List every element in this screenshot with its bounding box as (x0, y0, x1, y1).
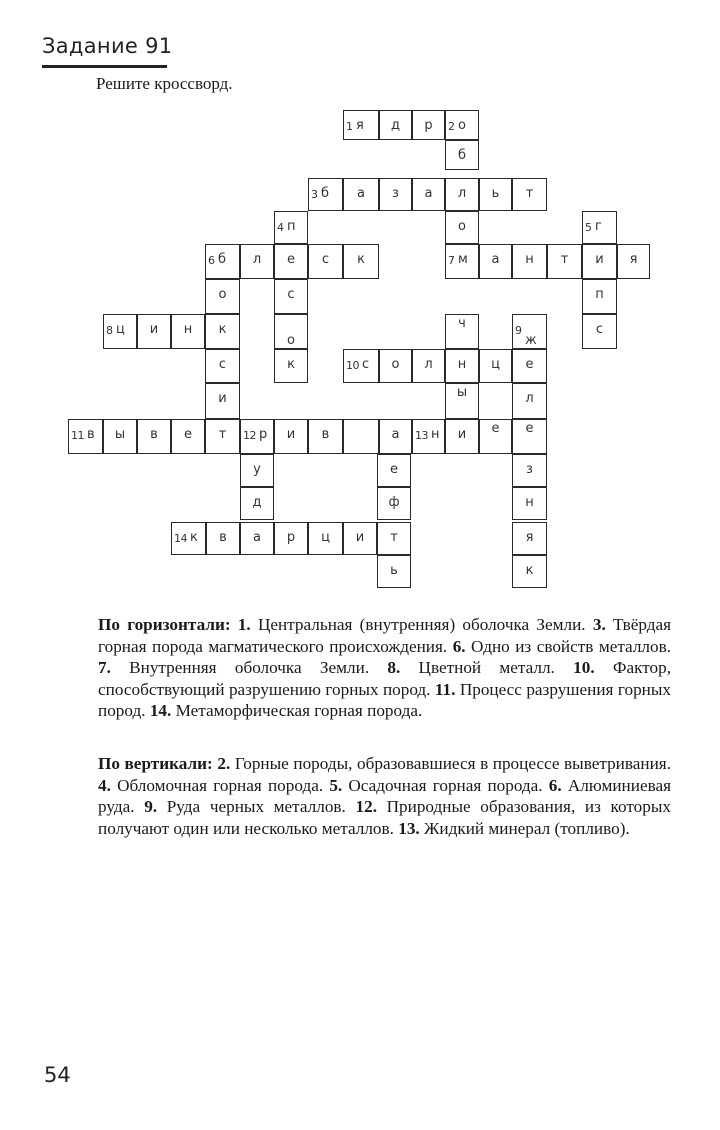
crossword-cell (206, 522, 240, 555)
clue-number: 14 (174, 532, 187, 545)
cell-letter: ж (525, 333, 537, 348)
cell-letter: р (286, 530, 296, 545)
crossword-cell (512, 522, 547, 555)
crossword-cell (274, 211, 308, 244)
cell-letter: м (458, 252, 468, 267)
crossword-cell (379, 178, 412, 211)
cell-letter: я (525, 530, 534, 545)
cell-letter: л (252, 252, 262, 267)
clues-across (98, 614, 671, 722)
clue-number: 9. (144, 797, 158, 817)
crossword-cell (445, 110, 479, 140)
clue-number: 11 (71, 429, 84, 442)
crossword-cell (512, 419, 547, 454)
clue-number: 4 (277, 221, 284, 234)
cell-letter: д (252, 495, 262, 510)
crossword-cell (445, 211, 479, 244)
cell-letter: л (457, 186, 467, 201)
clue-text: Твёрдая горная порода магматического происхождения. (98, 615, 671, 656)
cell-letter: о (458, 219, 466, 234)
crossword-cell (205, 383, 240, 419)
crossword-cell (379, 349, 412, 383)
cell-letter: ы (456, 385, 468, 400)
crossword-cell (445, 314, 479, 349)
cell-letter: а (424, 186, 433, 201)
clue-number: 5 (585, 221, 592, 234)
crossword-cell (308, 178, 343, 211)
cell-letter: п (287, 219, 296, 234)
crossword-cell (412, 110, 445, 140)
cell-letter: у (253, 462, 261, 477)
clue-number: 10 (346, 359, 359, 372)
crossword-cell (205, 279, 240, 314)
cell-letter: з (526, 462, 533, 477)
clue-text: Одно из свойств металлов. (465, 636, 671, 656)
crossword-cell (512, 555, 547, 588)
crossword-cell (274, 522, 308, 555)
crossword-cell (274, 314, 308, 349)
cell-letter: н (431, 427, 440, 442)
crossword-cell (274, 279, 308, 314)
cell-letter: в (219, 530, 227, 545)
cell-letter: ь (491, 186, 500, 201)
clue-number: 8 (106, 324, 113, 337)
cell-letter: к (357, 252, 365, 267)
clue-number: 2. (217, 754, 231, 773)
crossword-cell (274, 244, 308, 279)
clue-number: 1 (346, 120, 353, 133)
clue-number: 12. (355, 797, 377, 817)
crossword-cell (479, 178, 512, 211)
clue-text: Процесс разрушения горных пород. (98, 679, 671, 721)
crossword-cell (445, 244, 479, 279)
crossword-cell (412, 349, 445, 383)
cell-letter: е (491, 421, 500, 436)
crossword-cell (205, 244, 240, 279)
clue-number: 12 (243, 429, 256, 442)
crossword-cell (582, 314, 617, 349)
crossword-cell (379, 110, 412, 140)
clue-number: 13 (415, 429, 428, 442)
crossword-cell (308, 419, 343, 454)
cell-letter: а (253, 530, 261, 545)
cell-letter: и (218, 391, 227, 406)
crossword-cell (512, 349, 547, 383)
crossword-cell (308, 244, 343, 279)
cell-letter: и (355, 530, 365, 545)
crossword-cell (103, 314, 137, 349)
cell-letter: ь (390, 563, 398, 578)
crossword-cell (240, 419, 274, 454)
cell-letter: к (190, 530, 198, 545)
clue-text: Фактор, способствующий разрушению горных пород. (98, 658, 672, 699)
cell-letter: т (525, 186, 534, 201)
cell-letter: в (321, 427, 330, 442)
crossword-cell (412, 419, 445, 454)
clue-text: Обломочная горная порода. (110, 775, 330, 795)
cell-letter: ц (116, 322, 125, 337)
cell-letter: к (287, 357, 295, 372)
crossword-cell (377, 555, 411, 588)
cell-letter: е (525, 357, 534, 372)
clue-text: Горные породы, образовавшиеся в процессе выветривания. (230, 754, 671, 773)
page-number: 54 (44, 1063, 71, 1087)
crossword-cell (512, 454, 547, 487)
crossword-cell (343, 178, 379, 211)
crossword-cell (445, 349, 479, 383)
crossword-cell (512, 244, 547, 279)
clue-text: Центральная (внутренняя) оболочка Земли. (250, 615, 593, 634)
crossword-cell (547, 244, 582, 279)
crossword-cell (512, 314, 547, 349)
crossword-cell (205, 419, 240, 454)
clues-heading: По вертикали: (98, 754, 213, 773)
cell-letter: е (287, 252, 295, 267)
cell-letter: ф (388, 495, 400, 510)
cell-letter: д (391, 118, 400, 133)
crossword-cell (479, 419, 512, 454)
cell-letter: н (525, 495, 534, 510)
cell-letter: н (525, 252, 534, 267)
cell-letter: ч (458, 316, 466, 331)
cell-letter: в (150, 427, 158, 442)
clue-text: Цветной металл. (400, 658, 574, 678)
cell-letter: н (457, 357, 467, 372)
crossword-cell (205, 349, 240, 383)
crossword-cell (343, 419, 379, 454)
crossword-cell (171, 419, 205, 454)
crossword-cell (377, 454, 411, 487)
clue-text: Жидкий минерал (топливо). (419, 818, 630, 838)
clue-number: 10. (573, 658, 595, 678)
clue-number: 14. (149, 701, 172, 721)
clue-number: 9 (515, 324, 522, 337)
task-instruction: Решите кроссворд. (96, 74, 233, 93)
crossword-cell (68, 419, 103, 454)
cell-letter: ц (321, 530, 330, 545)
crossword-cell (240, 522, 274, 555)
cell-letter: о (391, 357, 400, 372)
cell-letter: и (286, 427, 296, 442)
cell-letter: г (595, 219, 602, 234)
cell-letter: р (259, 427, 268, 442)
cell-letter: с (287, 287, 295, 302)
cell-letter: и (457, 427, 467, 442)
crossword-cell (103, 419, 137, 454)
cell-letter: т (218, 427, 227, 442)
crossword-cell (343, 349, 379, 383)
cell-letter: к (218, 322, 227, 337)
clue-number: 3 (311, 188, 318, 201)
cell-letter: и (149, 322, 159, 337)
cell-letter: о (218, 287, 227, 302)
cell-letter: я (356, 118, 364, 133)
cell-letter: л (424, 357, 433, 372)
clue-text: Метаморфическая горная порода. (171, 701, 423, 721)
cell-letter: о (287, 333, 295, 348)
cell-letter: с (595, 322, 604, 337)
crossword-cell (512, 383, 547, 419)
clue-number: 7 (448, 254, 455, 267)
cell-letter: е (184, 427, 192, 442)
crossword-cell (377, 522, 411, 555)
crossword-cell (582, 244, 617, 279)
clue-number: 1. (237, 615, 251, 634)
crossword-cell (205, 314, 240, 349)
clue-number: 5. (329, 775, 343, 795)
cell-letter: л (525, 391, 534, 406)
cell-letter: н (183, 322, 193, 337)
clues-down (98, 753, 671, 839)
cell-letter: с (218, 357, 227, 372)
crossword-cell (137, 314, 171, 349)
cell-letter: п (595, 287, 604, 302)
cell-letter: е (390, 462, 398, 477)
cell-letter: е (525, 421, 534, 436)
crossword-cell (343, 110, 379, 140)
crossword-cell (137, 419, 171, 454)
cell-letter: р (424, 118, 433, 133)
crossword-cell (343, 244, 379, 279)
crossword-cell (171, 314, 205, 349)
crossword-cell (512, 178, 547, 211)
cell-letter: ц (491, 357, 500, 372)
clue-number: 11. (434, 679, 456, 699)
crossword-cell (240, 244, 274, 279)
crossword-cell (479, 244, 512, 279)
clues-heading: По горизонтали: (98, 615, 231, 634)
crossword-cell (240, 487, 274, 520)
crossword-cell (240, 454, 274, 487)
clue-text: Осадочная горная порода. (342, 775, 549, 795)
cell-letter: к (525, 563, 534, 578)
clue-number: 7. (98, 658, 111, 678)
cell-letter: б (321, 186, 330, 201)
crossword-cell (343, 522, 377, 555)
crossword-cell (377, 487, 411, 520)
crossword-cell (171, 522, 206, 555)
cell-letter: ы (114, 427, 126, 442)
crossword-cell (582, 279, 617, 314)
cell-letter: т (390, 530, 398, 545)
cell-letter: о (458, 118, 466, 133)
crossword-cell (412, 178, 445, 211)
clue-number: 3. (592, 615, 606, 634)
clue-number: 13. (398, 818, 420, 838)
clue-text: Руда черных металлов. (157, 797, 356, 817)
clue-number: 2 (448, 120, 455, 133)
cell-letter: в (87, 427, 95, 442)
clue-number: 6. (548, 775, 562, 795)
cell-letter: а (357, 186, 365, 201)
cell-letter: т (560, 252, 569, 267)
clue-number: 4. (98, 775, 111, 795)
crossword-cell (445, 140, 479, 170)
crossword-cell (445, 419, 479, 454)
cell-letter: а (391, 427, 400, 442)
clue-text: Внутренняя оболочка Земли. (110, 658, 388, 678)
crossword-cell (274, 349, 308, 383)
crossword-cell (582, 211, 617, 244)
cell-letter: б (457, 148, 467, 163)
cell-letter: а (491, 252, 500, 267)
clue-number: 6. (452, 636, 466, 656)
crossword-cell (445, 383, 479, 419)
cell-letter: и (595, 252, 604, 267)
clue-text: Алюминиевая руда. (98, 775, 671, 817)
cell-letter: з (392, 186, 399, 201)
cell-letter: б (218, 252, 227, 267)
clue-number: 8. (387, 658, 401, 678)
crossword-cell (617, 244, 650, 279)
crossword-cell (479, 349, 512, 383)
cell-letter: с (321, 252, 330, 267)
clue-number: 6 (208, 254, 215, 267)
crossword-cell (512, 487, 547, 520)
crossword-cell (379, 419, 412, 454)
crossword-cell (274, 419, 308, 454)
clue-text: Природные образования, из которых получают один или несколько металлов. (98, 797, 671, 838)
cell-letter: с (362, 357, 370, 372)
cell-letter: я (629, 252, 638, 267)
crossword-cell (308, 522, 343, 555)
crossword-cell (445, 178, 479, 211)
page-title: Задание 91 (42, 34, 173, 58)
